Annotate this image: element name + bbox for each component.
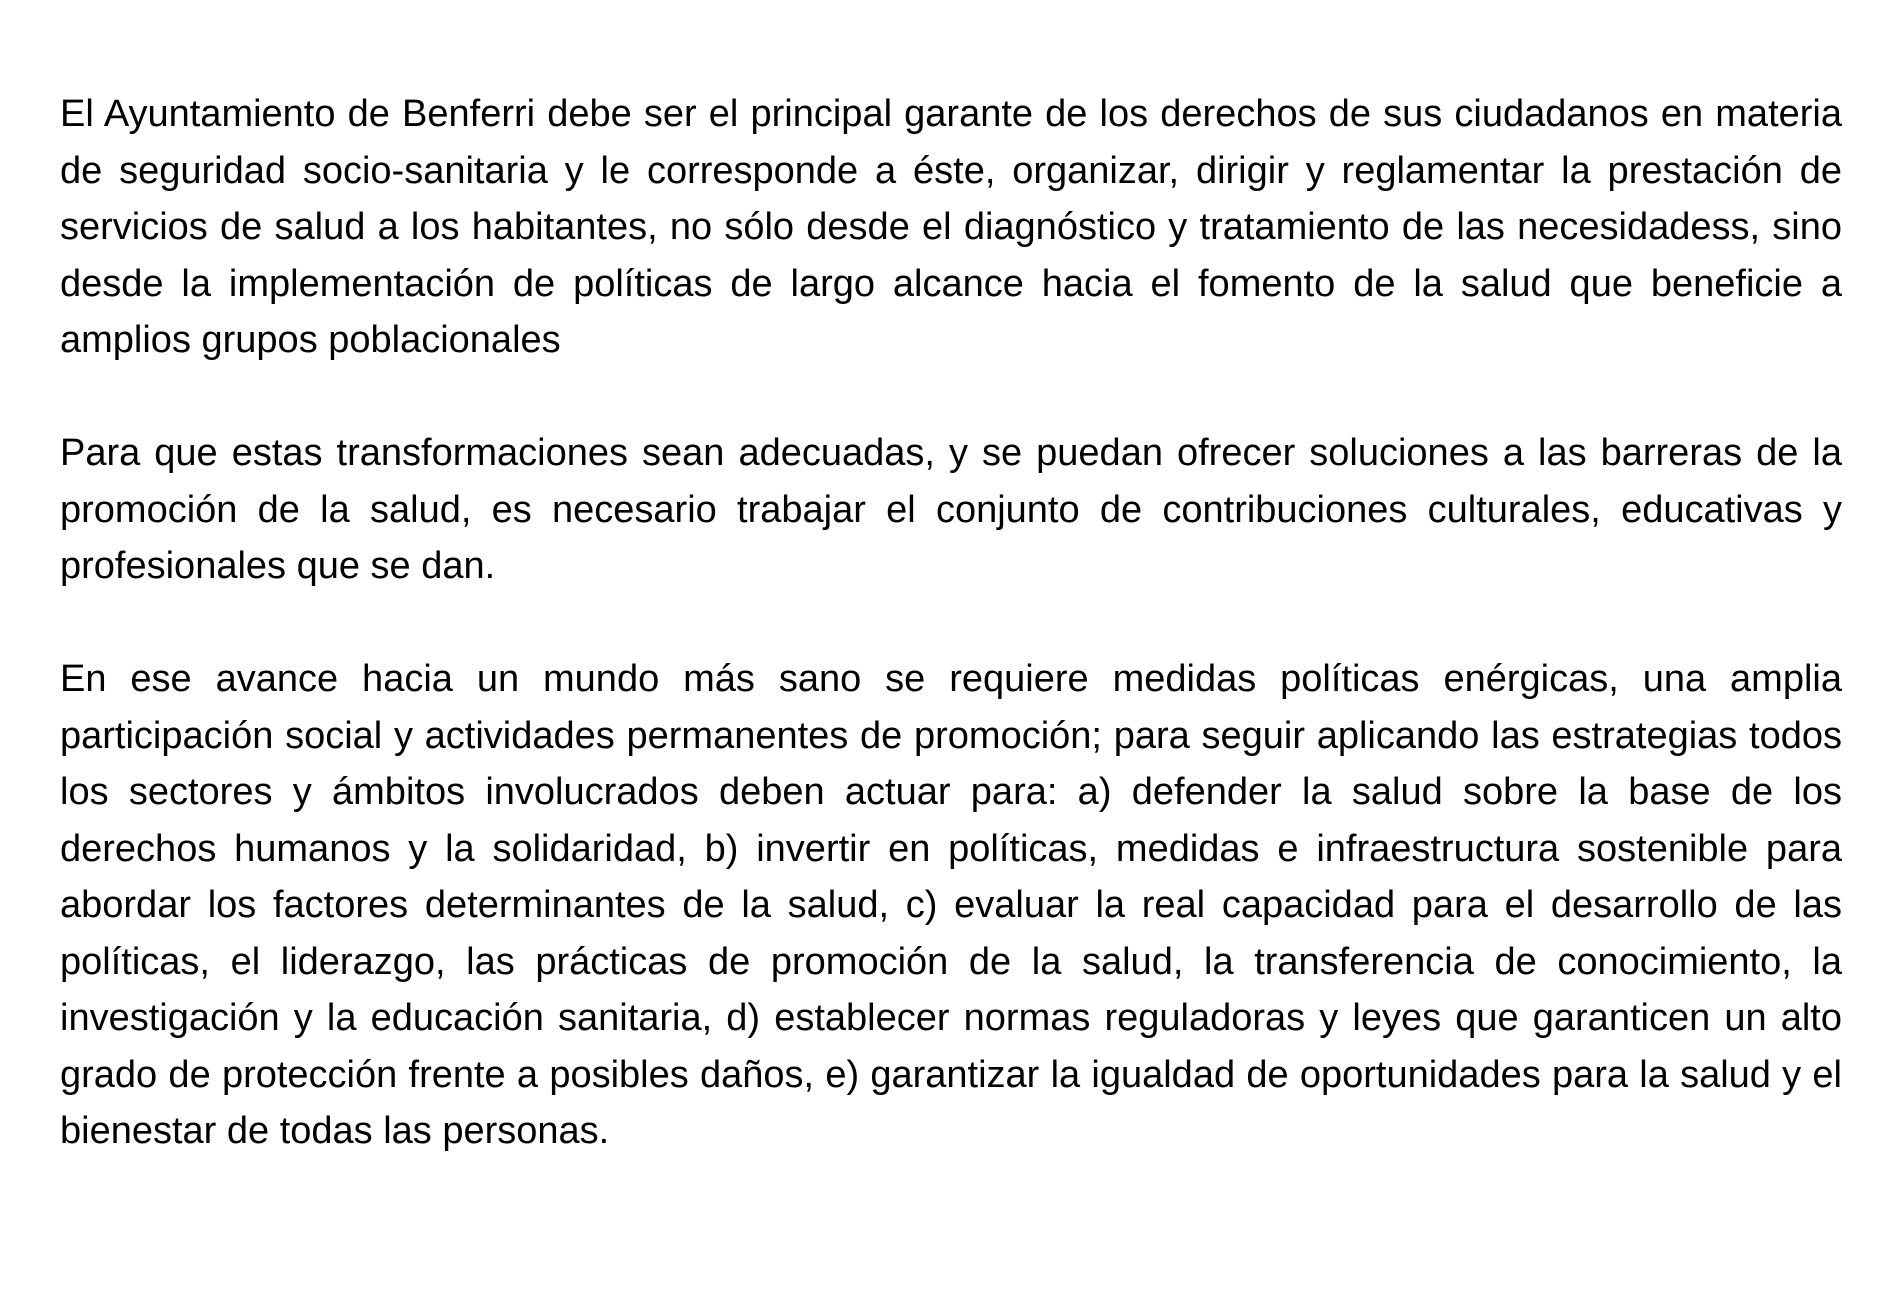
paragraph-transformations: Para que estas transformaciones sean adecuadas, y se puedan ofrecer soluciones a las barreras de la promoción de la salud, es necesario trabajar el conjunto de contribuciones culturales, educativas y profesionales que se dan. xyxy=(60,432,1842,587)
document-body xyxy=(60,86,1842,1160)
paragraph-municipal-role: El Ayuntamiento de Benferri debe ser el principal garante de los derechos de sus ciudadanos en materia de seguridad socio-sanitaria y le corresponde a éste, organizar, dirigir y reglamentar la prestación de servicios de salud a los habitantes, no sólo desde el diagnóstico y tratamiento de las necesidadess, sino desde la implementación de políticas de largo alcance hacia el fomento de la salud que beneficie a amplios grupos poblacionales xyxy=(60,93,1842,361)
paragraph-health-strategies: En ese avance hacia un mundo más sano se requiere medidas políticas enérgicas, una amplia participación social y actividades permanentes de promoción; para seguir aplicando las estrategias todos los sectores y ámbitos involucrados deben actuar para: a) defender la salud sobre la base de los derechos humanos y la solidaridad, b) invertir en políticas, medidas e infraestructura sostenible para abordar los factores determinantes de la salud, c) evaluar la real capacidad para el desarrollo de las políticas, el liderazgo, las prácticas de promoción de la salud, la transferencia de conocimiento, la investigación y la educación sanitaria, d) establecer normas reguladoras y leyes que garanticen un alto grado de protección frente a posibles daños, e) garantizar la igualdad de oportunidades para la salud y el bienestar de todas las personas. xyxy=(60,658,1842,1152)
